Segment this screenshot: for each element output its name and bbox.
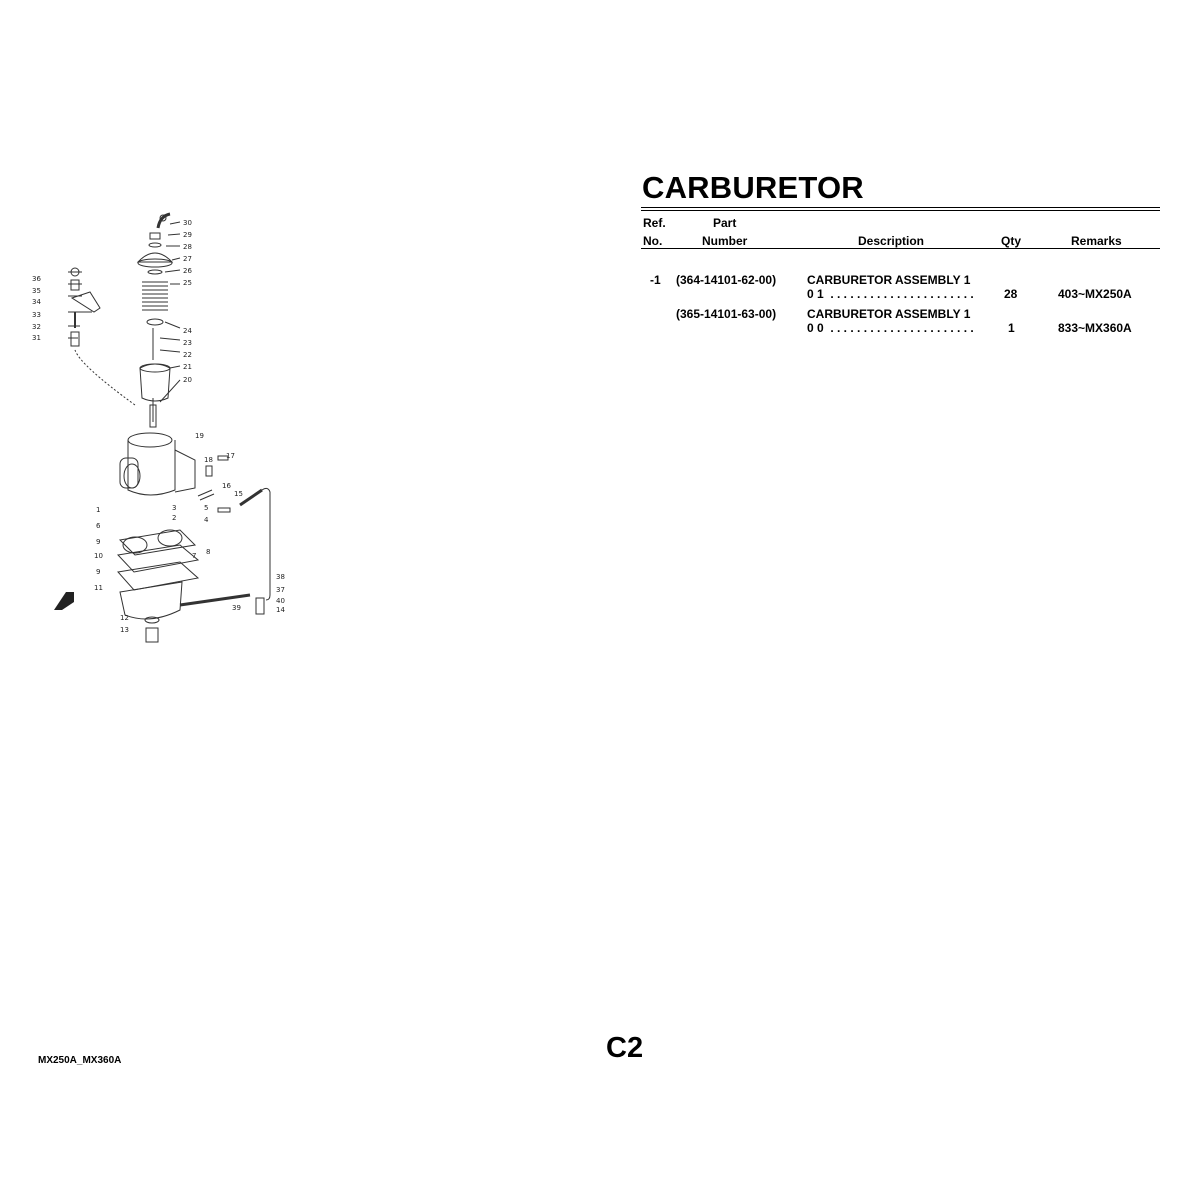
svg-text:40: 40 xyxy=(276,597,285,605)
header-remarks: Remarks xyxy=(1071,234,1122,248)
svg-text:20: 20 xyxy=(183,376,192,384)
svg-text:23: 23 xyxy=(183,339,192,347)
svg-text:1: 1 xyxy=(96,506,101,514)
svg-text:10: 10 xyxy=(94,552,103,560)
page-title: CARBURETOR xyxy=(642,170,864,205)
title-divider xyxy=(641,207,1160,211)
header-ref: Ref. xyxy=(643,216,666,230)
svg-text:27: 27 xyxy=(183,255,192,263)
svg-text:17: 17 xyxy=(226,452,235,460)
svg-text:16: 16 xyxy=(222,482,231,490)
svg-text:2: 2 xyxy=(172,514,177,522)
svg-text:13: 13 xyxy=(120,626,129,634)
row-description: CARBURETOR ASSEMBLY 1 xyxy=(807,307,971,321)
svg-text:12: 12 xyxy=(120,614,129,622)
svg-text:9: 9 xyxy=(96,538,101,546)
row-part-number: (365-14101-63-00) xyxy=(676,307,777,321)
header-qty: Qty xyxy=(1001,234,1022,248)
svg-text:9: 9 xyxy=(96,568,101,576)
svg-text:18: 18 xyxy=(204,456,213,464)
svg-text:21: 21 xyxy=(183,363,192,371)
svg-text:11: 11 xyxy=(94,584,103,592)
header-part: Part xyxy=(713,216,737,230)
row-qty: 1 xyxy=(1008,321,1015,335)
svg-text:24: 24 xyxy=(183,327,192,335)
row-description-dots: 0 0 . . . . . . . . . . . . . . . . . . . . . . xyxy=(807,321,974,335)
header-divider xyxy=(641,248,1160,249)
svg-text:36: 36 xyxy=(32,275,41,283)
svg-text:14: 14 xyxy=(276,606,285,614)
row-description-dots: 0 1 . . . . . . . . . . . . . . . . . . . . . . xyxy=(807,287,974,301)
svg-text:28: 28 xyxy=(183,243,192,251)
front-arrow-icon xyxy=(54,592,74,610)
svg-text:29: 29 xyxy=(183,231,192,239)
svg-text:6: 6 xyxy=(96,522,101,530)
svg-text:31: 31 xyxy=(32,334,41,342)
svg-text:4: 4 xyxy=(204,516,209,524)
svg-text:30: 30 xyxy=(183,219,192,227)
svg-text:38: 38 xyxy=(276,573,285,581)
header-number: Number xyxy=(702,234,748,248)
svg-text:8: 8 xyxy=(206,548,211,556)
row-remarks: 403~MX250A xyxy=(1058,287,1132,301)
svg-text:15: 15 xyxy=(234,490,243,498)
svg-text:7: 7 xyxy=(192,552,197,560)
svg-text:37: 37 xyxy=(276,586,285,594)
svg-text:35: 35 xyxy=(32,287,41,295)
row-description: CARBURETOR ASSEMBLY 1 xyxy=(807,273,971,287)
svg-text:22: 22 xyxy=(183,351,192,359)
row-remarks: 833~MX360A xyxy=(1058,321,1132,335)
page-number: C2 xyxy=(606,1032,644,1064)
svg-text:34: 34 xyxy=(32,298,41,306)
row-part-number: (364-14101-62-00) xyxy=(676,273,777,287)
svg-text:5: 5 xyxy=(204,504,209,512)
header-description: Description xyxy=(858,234,925,248)
svg-text:3: 3 xyxy=(172,504,177,512)
footer-model: MX250A_MX360A xyxy=(38,1055,122,1066)
carburetor-exploded-diagram xyxy=(20,200,320,660)
svg-text:19: 19 xyxy=(195,432,204,440)
svg-text:32: 32 xyxy=(32,323,41,331)
svg-text:26: 26 xyxy=(183,267,192,275)
row-qty: 28 xyxy=(1004,287,1018,301)
row-ref: -1 xyxy=(650,273,661,287)
header-no: No. xyxy=(643,234,663,248)
svg-text:25: 25 xyxy=(183,279,192,287)
svg-text:33: 33 xyxy=(32,311,41,319)
svg-text:39: 39 xyxy=(232,604,241,612)
